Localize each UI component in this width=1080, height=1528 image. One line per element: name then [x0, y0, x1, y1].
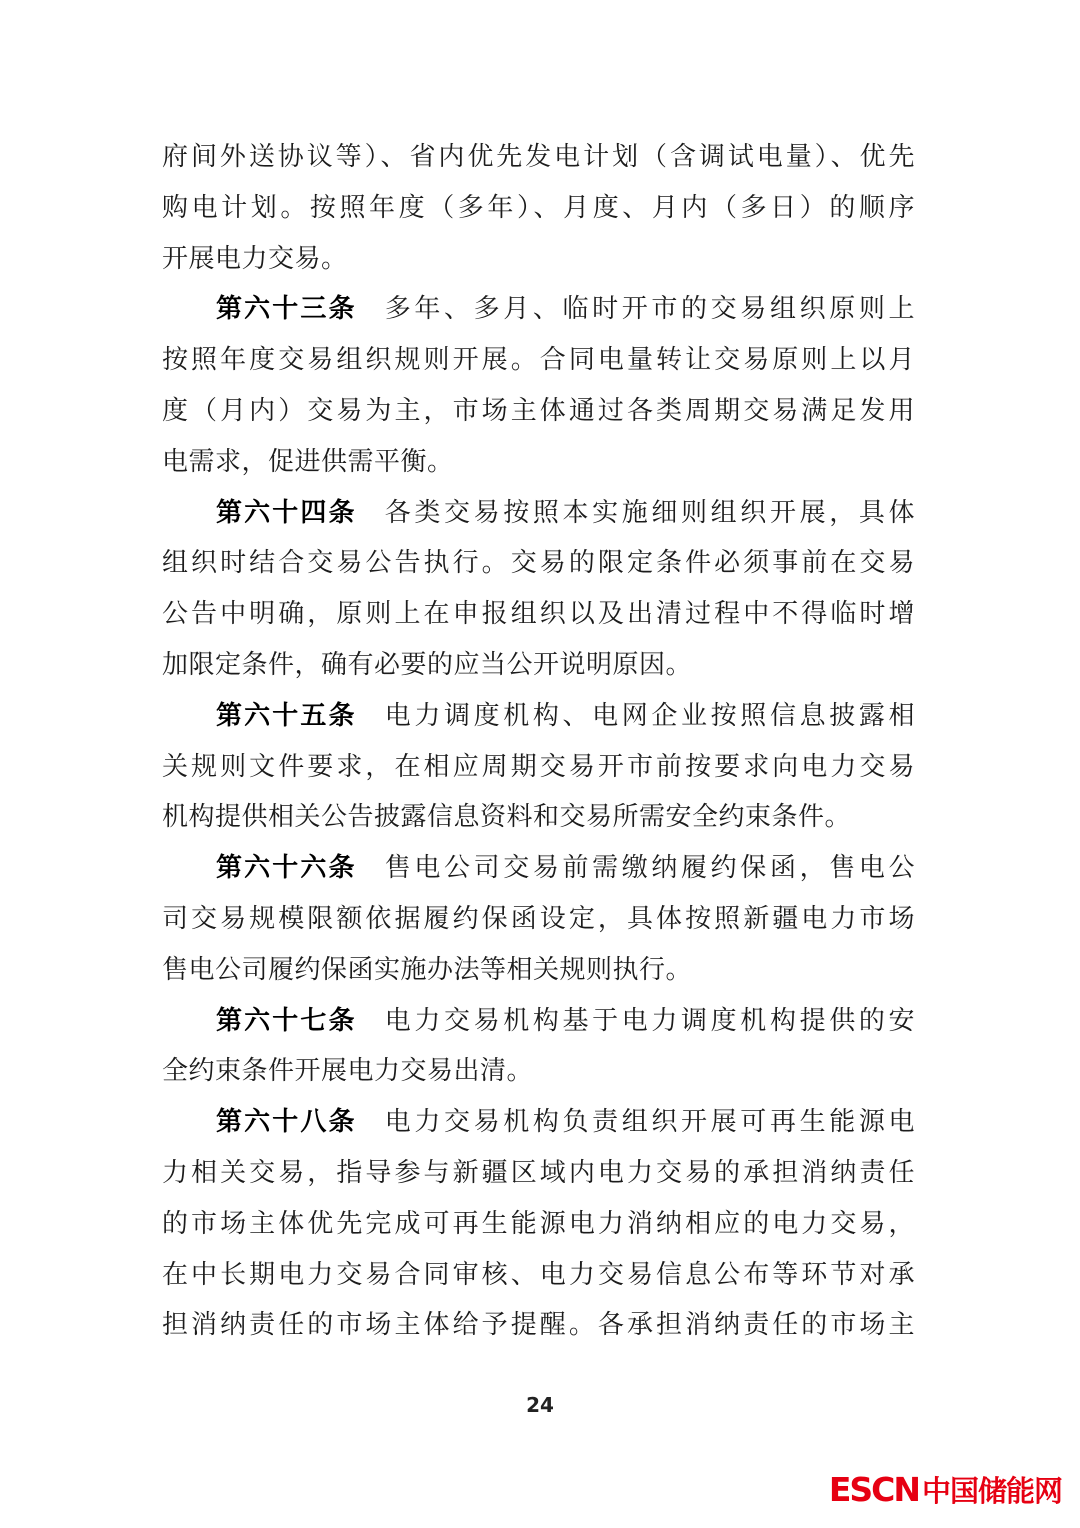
- text-line: 机构提供相关公告披露信息资料和交易所需安全约束条件。: [162, 802, 852, 833]
- text-line: 第六十七条 电力交易机构基于电力调度机构提供的安: [216, 1005, 915, 1036]
- text-line: 全约束条件开展电力交易出清。: [162, 1056, 534, 1087]
- text-line: 加限定条件，确有必要的应当公开说明原因。: [162, 649, 693, 680]
- text-line: 公告中明确，原则上在申报组织以及出清过程中不得临时增: [162, 599, 915, 630]
- article-number: 第六十三条: [216, 294, 357, 325]
- page-number: 24: [526, 1393, 554, 1417]
- text-line: 组织时结合交易公告执行。交易的限定条件必须事前在交易: [162, 548, 915, 579]
- text-line: 的市场主体优先完成可再生能源电力消纳相应的电力交易，: [162, 1208, 915, 1239]
- text-line: 电需求，促进供需平衡。: [162, 446, 454, 477]
- logo-cjk-text: 中国储能网: [921, 1474, 1062, 1508]
- article-number: 第六十七条: [216, 1005, 357, 1036]
- text-line: 开展电力交易。: [162, 243, 348, 274]
- text-line: 第六十三条 多年、多月、临时开市的交易组织原则上: [216, 294, 915, 325]
- text-line: 司交易规模限额依据履约保函设定，具体按照新疆电力市场: [162, 903, 915, 934]
- article-number: 第六十六条: [216, 853, 357, 884]
- article-number: 第六十八条: [216, 1107, 357, 1138]
- article-number: 第六十五条: [216, 700, 357, 731]
- text-line: 第六十六条 售电公司交易前需缴纳履约保函，售电公: [216, 853, 915, 884]
- text-line: 按照年度交易组织规则开展。合同电量转让交易原则上以月: [162, 345, 915, 376]
- text-line: 度（月内）交易为主，市场主体通过各类周期交易满足发用: [162, 395, 915, 426]
- text-line: 第六十五条 电力调度机构、电网企业按照信息披露相: [216, 700, 915, 731]
- text-line: 售电公司履约保函实施办法等相关规则执行。: [162, 954, 693, 985]
- text-line: 在中长期电力交易合同审核、电力交易信息公布等环节对承: [162, 1259, 915, 1290]
- document-body: [162, 132, 915, 1351]
- text-line: 第六十四条 各类交易按照本实施细则组织开展，具体: [216, 497, 915, 528]
- text-line: 力相关交易，指导参与新疆区域内电力交易的承担消纳责任: [162, 1157, 915, 1188]
- text-line: 担消纳责任的市场主体给予提醒。各承担消纳责任的市场主: [162, 1310, 915, 1341]
- escn-logo: [829, 1469, 1062, 1510]
- text-line: 府间外送协议等）、省内优先发电计划（含调试电量）、优先: [162, 142, 915, 172]
- article-number: 第六十四条: [216, 497, 357, 528]
- text-line: 购电计划。按照年度（多年）、月度、月内（多日）的顺序: [162, 192, 915, 223]
- text-line: 第六十八条 电力交易机构负责组织开展可再生能源电: [216, 1107, 915, 1138]
- logo-escn-text: ESCN: [828, 1470, 919, 1509]
- text-line: 关规则文件要求，在相应周期交易开市前按要求向电力交易: [162, 751, 915, 782]
